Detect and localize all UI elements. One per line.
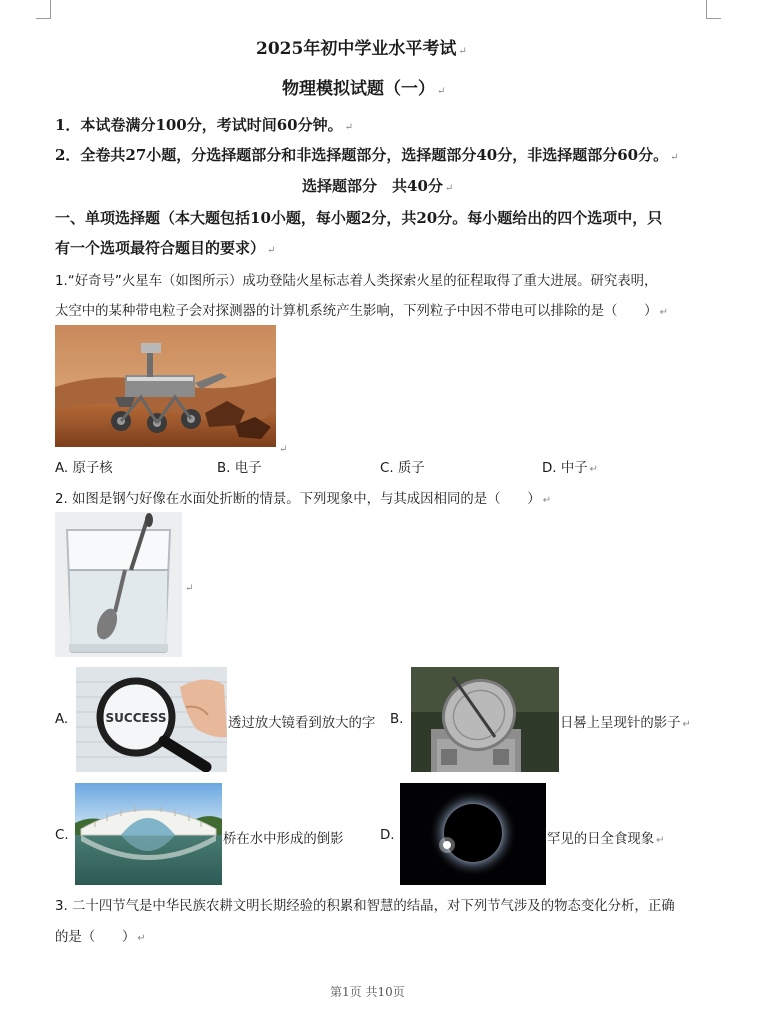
q1-stem-line1: 1.“好奇号”火星车（如图所示）成功登陆火星标志着人类探索火星的征程取得了重大进展。研究表明，: [55, 274, 658, 289]
q2-option-c-letter: C.: [55, 828, 69, 843]
exam-title: 2025年初中学业水平考试 ↵: [256, 39, 467, 59]
magnifier-word: SUCCESS: [105, 711, 167, 725]
crop-mark-left: [36, 0, 51, 19]
sundial-photo: [411, 667, 559, 772]
q1-option-c: C. 质子: [380, 461, 425, 476]
q1-image-mark: ↵: [279, 444, 288, 455]
arch-bridge-photo: [75, 783, 222, 885]
q3-stem-line2: 的是（ ） ↵: [55, 930, 146, 945]
q2-option-d-text: 罕见的日全食现象 ↵: [547, 832, 665, 847]
exam-subtitle: 物理模拟试题（一） ↵: [282, 79, 446, 99]
part-title-line2: 有一个选项最符合题目的要求） ↵: [55, 239, 276, 257]
section-heading: 选择题部分 共40分 ↵: [302, 177, 454, 195]
q3-stem-line1: 3. 二十四节气是中华民族农耕文明长期经验的积累和智慧的结晶，对下列节气涉及的物态变化分析，正确: [55, 899, 675, 914]
crop-mark-right: [706, 0, 721, 19]
mars-rover-photo: [55, 325, 276, 447]
spoon-in-glass-photo: [55, 512, 182, 657]
q2-image-mark: ↵: [185, 583, 194, 594]
q1-stem-line2: 太空中的某种带电粒子会对探测器的计算机系统产生影响，下列粒子中因不带电可以排除的是（ ） ↵: [55, 304, 668, 319]
part-title-line1: 一、单项选择题（本大题包括10小题，每小题2分，共20分。每小题给出的四个选项中，只: [55, 209, 663, 227]
q1-option-b: B. 电子: [217, 461, 262, 476]
q1-option-a: A. 原子核: [55, 461, 113, 476]
q2-option-a-text: 透过放大镜看到放大的字: [228, 716, 376, 731]
magnifier-photo: [76, 667, 227, 772]
q2-option-a-letter: A.: [55, 712, 69, 727]
q2-option-d-letter: D.: [380, 828, 395, 843]
instruction-2: 2．全卷共27小题，分选择题部分和非选择题部分，选择题部分40分，非选择题部分60分。 ↵: [55, 146, 679, 164]
q1-option-d: D. 中子 ↵: [542, 461, 599, 476]
q2-option-c-text: 桥在水中形成的倒影: [223, 832, 344, 847]
instruction-1: 1．本试卷满分100分，考试时间60分钟。 ↵: [55, 116, 354, 134]
page-footer: 第1页 共10页: [330, 985, 405, 999]
q2-option-b-text: 日晷上呈现针的影子 ↵: [560, 716, 691, 731]
solar-eclipse-photo: [400, 783, 546, 885]
q2-stem: 2. 如图是钢勺好像在水面处折断的情景。下列现象中，与其成因相同的是（ ） ↵: [55, 492, 552, 507]
q2-option-b-letter: B.: [390, 712, 404, 727]
